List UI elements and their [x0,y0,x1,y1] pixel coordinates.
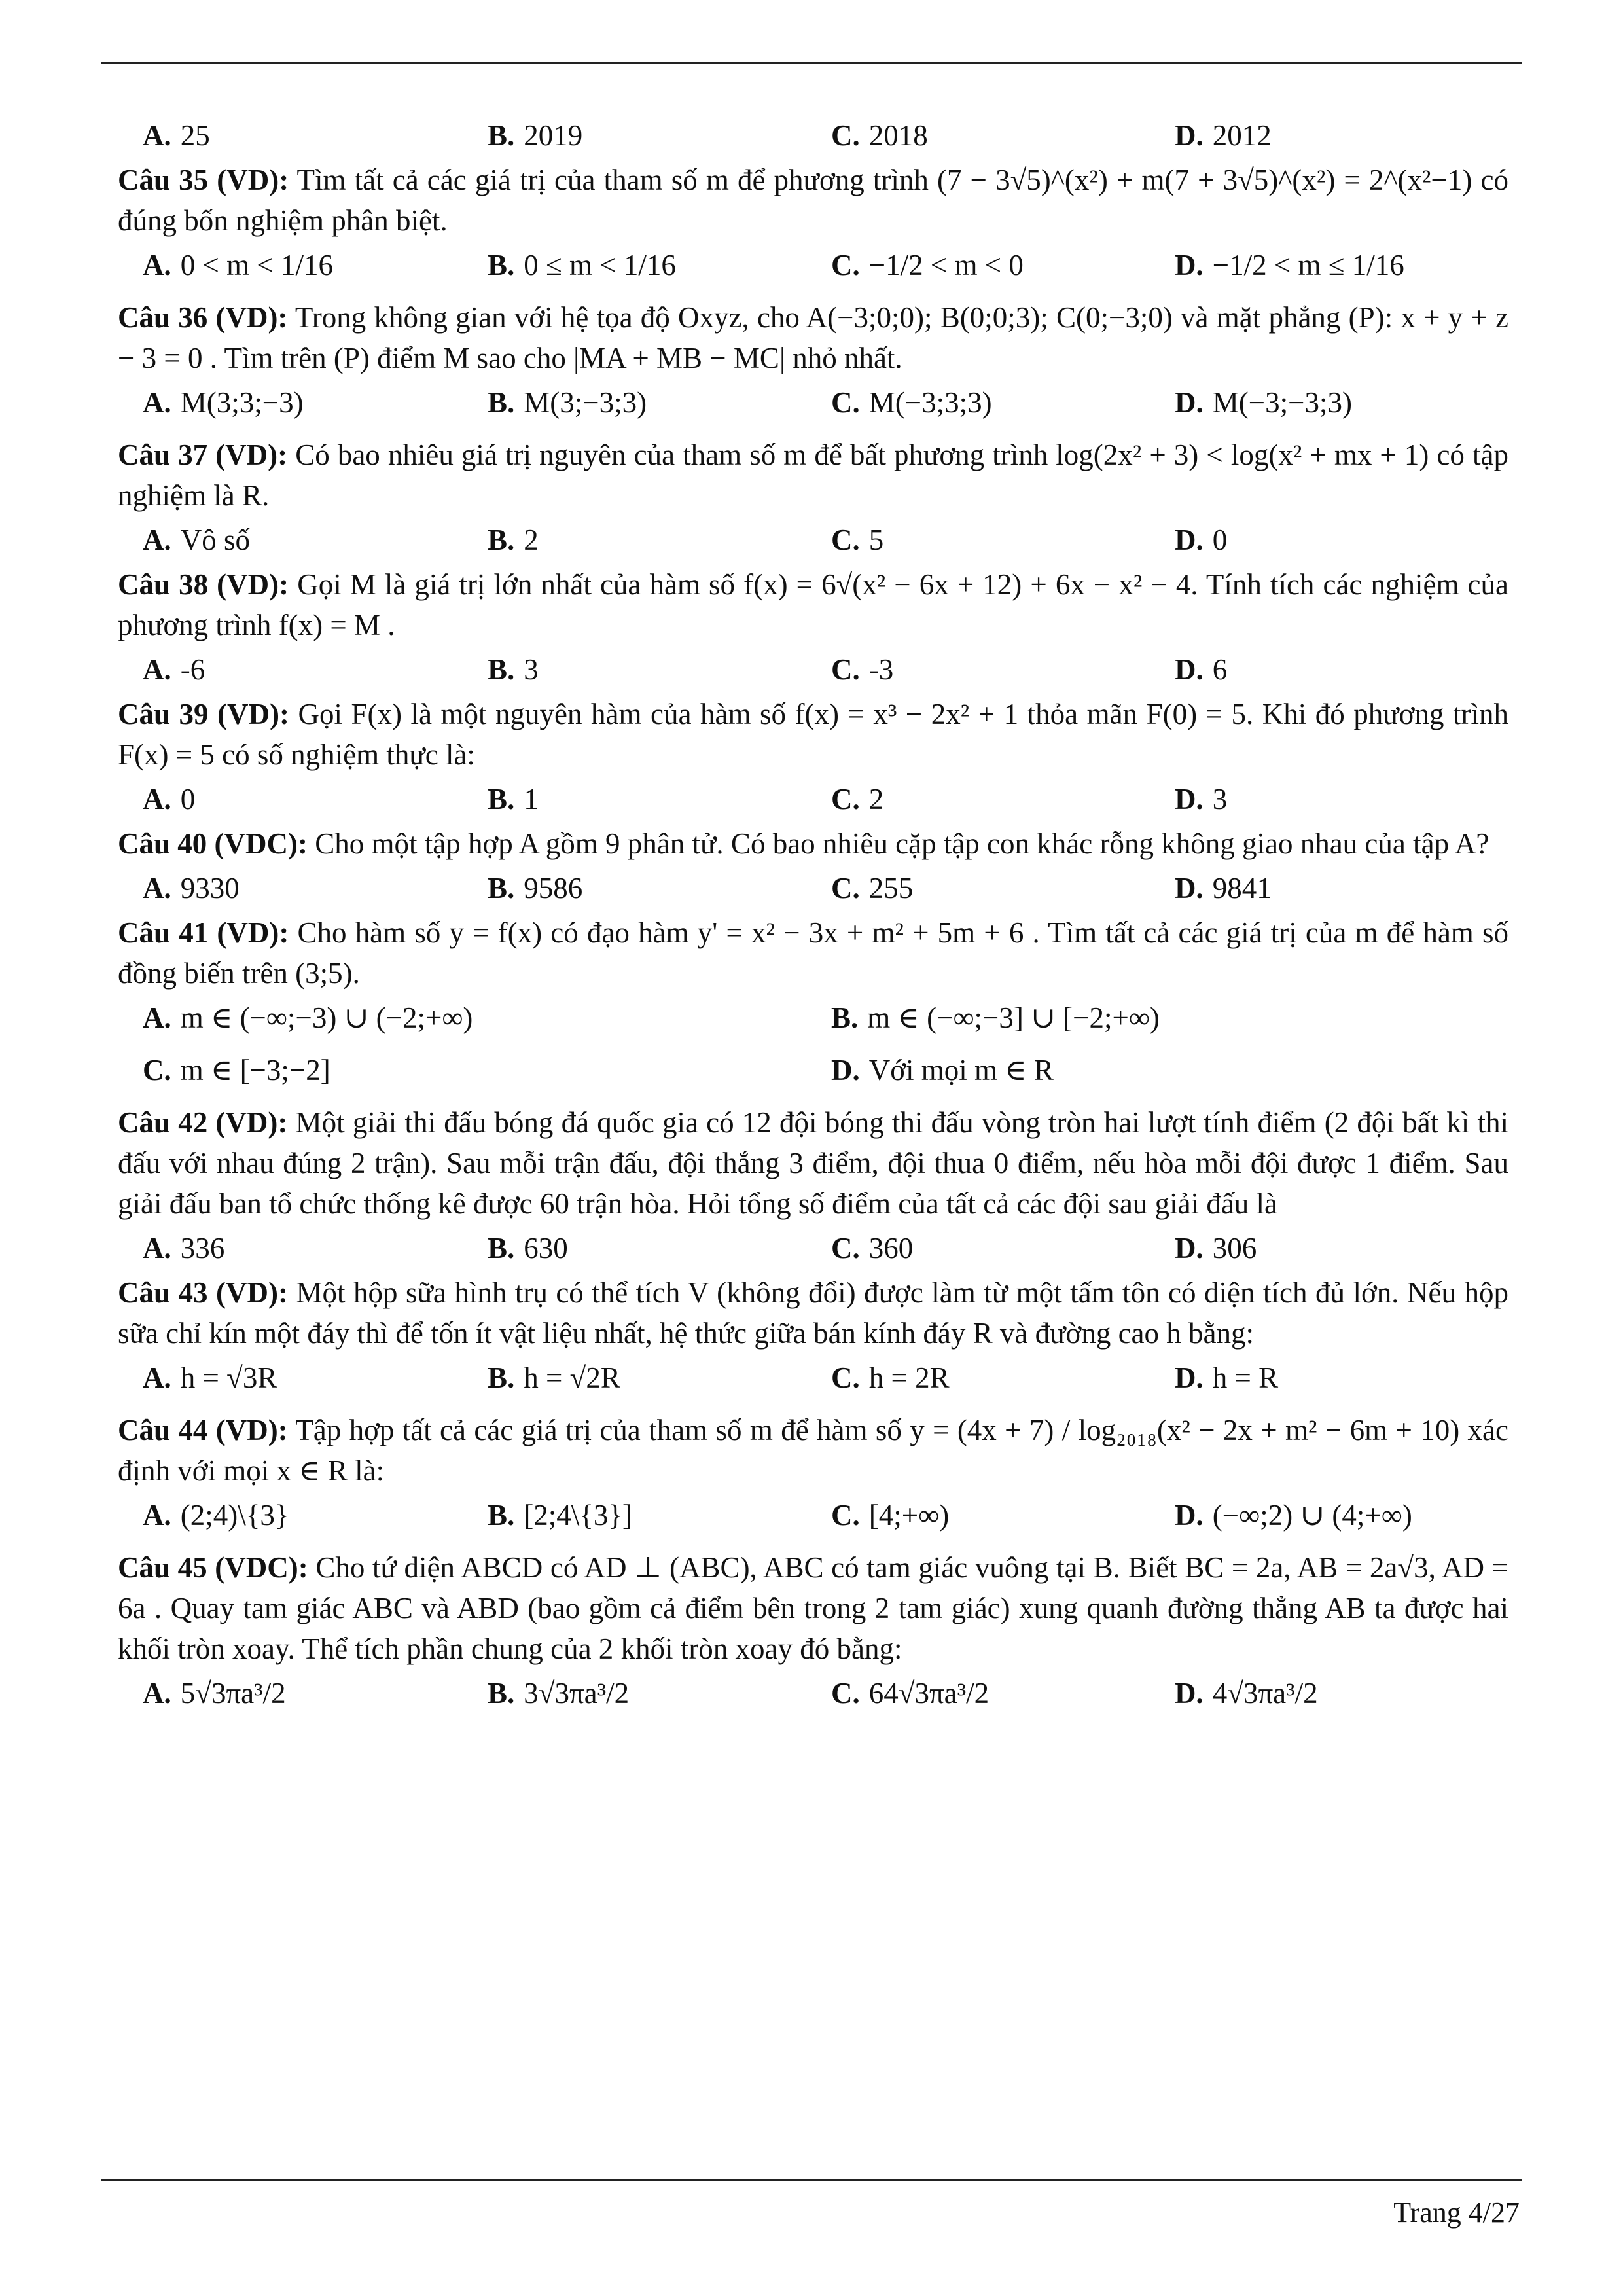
q37-option-d: D. 0 [1175,524,1228,556]
question-37 [118,435,1508,560]
q44-option-d: D. (−∞;2) ∪ (4;+∞) [1175,1499,1412,1532]
q38-option-b: B. 3 [488,653,539,686]
q34-option-b: B. 2019 [488,119,583,152]
q37-option-b: B. 2 [488,524,539,556]
question-43 [118,1272,1508,1406]
q35-option-d: D. −1/2 < m ≤ 1/16 [1175,249,1404,281]
q39-option-b: B. 1 [488,783,539,816]
q42-text: Một giải thi đấu bóng đá quốc gia có 12 đội bóng thi đấu vòng tròn hai lượt tính điểm (2 đội bất kì thi đấu với nhau đúng 2 trận). Sau mỗi trận đấu, đội thắng 3 điểm, đội thua 0 điểm, nếu hòa mỗi đội được 1 điểm. Sau giải đấu ban tổ chức thống kê được 60 trận hòa. Hỏi tổng số điểm của tất cả các đội sau giải đấu là [118,1106,1508,1220]
q37-options [118,520,1508,560]
footer-rule [101,2179,1522,2181]
q35-option-c: C. −1/2 < m < 0 [831,249,1024,281]
q43-option-c: C. h = 2R [831,1361,950,1394]
q35-option-a: A. 0 < m < 1/16 [143,249,334,281]
q36-option-a: A. M(3;3;−3) [143,386,304,419]
q42-options [118,1228,1508,1268]
q43-options [118,1357,1508,1406]
q39-options [118,779,1508,819]
q40-option-b: B. 9586 [488,872,583,905]
q44-text: Tập hợp tất cả các giá trị của tham số m để hàm số y = (4x + 7) / log₂₀₁₈(x² − 2x + m² − 6m + 10) xác định với mọi x ∈ R là: [118,1414,1508,1487]
q45-option-a: A. 5√3πa³/2 [143,1677,286,1710]
question-45 [118,1547,1508,1721]
q41-option-c: C. m ∈ [−3;−2] [143,1054,330,1086]
q44-option-a: A. (2;4)\{3} [143,1499,289,1532]
question-list [118,111,1508,1725]
q38-option-d: D. 6 [1175,653,1228,686]
q41-option-b: B. m ∈ (−∞;−3] ∪ [−2;+∞) [831,1001,1160,1034]
q43-option-b: B. h = √2R [488,1361,620,1394]
q44-options [118,1495,1508,1543]
q37-option-c: C. 5 [831,524,884,556]
q36-label: Câu 36 (VD): [118,301,288,334]
q34-option-a: A. 25 [143,119,210,152]
q39-option-a: A. 0 [143,783,196,816]
q44-option-b: B. [2;4\{3}] [488,1499,632,1532]
q41-option-d: D. Với mọi m ∈ R [831,1054,1054,1086]
question-42 [118,1102,1508,1268]
q35-label: Câu 35 (VD): [118,164,289,196]
q38-text: Gọi M là giá trị lớn nhất của hàm số f(x) = 6√(x² − 6x + 12) + 6x − x² − 4. Tính tích các nghiệm của phương trình f(x) = M . [118,568,1508,641]
q42-label: Câu 42 (VD): [118,1106,288,1139]
q39-text: Gọi F(x) là một nguyên hàm của hàm số f(x) = x³ − 2x² + 1 thỏa mãn F(0) = 5. Khi đó phương trình F(x) = 5 có số nghiệm thực là: [118,698,1508,771]
q40-option-d: D. 9841 [1175,872,1272,905]
q38-option-a: A. -6 [143,653,205,686]
q37-text: Có bao nhiêu giá trị nguyên của tham số m để bất phương trình log(2x² + 3) < log(x² + mx + 1) có tập nghiệm là R. [118,439,1508,512]
q41-text: Cho hàm số y = f(x) có đạo hàm y' = x² − 3x + m² + 5m + 6 . Tìm tất cả các giá trị của m để hàm số đồng biến trên (3;5). [118,916,1508,990]
q41-options-row1 [118,997,1508,1046]
q43-option-a: A. h = √3R [143,1361,277,1394]
q45-text: Cho tứ diện ABCD có AD ⊥ (ABC), ABC có tam giác vuông tại B. Biết BC = 2a, AB = 2a√3, AD = 6a . Quay tam giác ABC và ABD (bao gồm cả điểm bên trong 2 tam giác) xung quanh đường thẳng AB ta được hai khối tròn xoay. Thể tích phần chung của 2 khối tròn xoay đó bằng: [118,1551,1508,1665]
q45-option-b: B. 3√3πa³/2 [488,1677,630,1710]
q36-option-c: C. M(−3;3;3) [831,386,992,419]
header-rule [101,62,1522,64]
q36-option-b: B. M(3;−3;3) [488,386,647,419]
q42-option-a: A. 336 [143,1232,225,1265]
question-39 [118,694,1508,819]
question-38 [118,564,1508,690]
q40-options [118,868,1508,908]
q39-option-c: C. 2 [831,783,884,816]
q36-option-d: D. M(−3;−3;3) [1175,386,1352,419]
q35-text: Tìm tất cả các giá trị của tham số m để phương trình (7 − 3√5)^(x²) + m(7 + 3√5)^(x²) = 2^(x²−1) có đúng bốn nghiệm phân biệt. [118,164,1508,237]
q39-option-d: D. 3 [1175,783,1228,816]
q35-options [118,245,1508,293]
question-35 [118,160,1508,293]
q36-text: Trong không gian với hệ tọa độ Oxyz, cho A(−3;0;0); B(0;0;3); C(0;−3;0) và mặt phẳng (P): x + y + z − 3 = 0 . Tìm trên (P) điểm M sao cho |MA + MB − MC| nhỏ nhất. [118,301,1508,374]
q45-option-d: D. 4√3πa³/2 [1175,1677,1318,1710]
q38-option-c: C. -3 [831,653,894,686]
q35-option-b: B. 0 ≤ m < 1/16 [488,249,676,281]
question-40 [118,823,1508,908]
q44-label: Câu 44 (VD): [118,1414,288,1446]
question-44 [118,1410,1508,1543]
q38-label: Câu 38 (VD): [118,568,289,601]
q34-options [118,115,1508,156]
question-41 [118,912,1508,1098]
q34-option-c: C. 2018 [831,119,928,152]
q44-option-c: C. [4;+∞) [831,1499,950,1532]
q45-label: Câu 45 (VDC): [118,1551,308,1584]
q37-label: Câu 37 (VD): [118,439,288,471]
q43-option-d: D. h = R [1175,1361,1279,1394]
q38-options [118,649,1508,690]
q34-option-d: D. 2012 [1175,119,1272,152]
q42-option-c: C. 360 [831,1232,914,1265]
q43-text: Một hộp sữa hình trụ có thể tích V (không đổi) được làm từ một tấm tôn có diện tích đủ lớn. Nếu hộp sữa chỉ kín một đáy thì để tốn ít vật liệu nhất, hệ thức giữa bán kính đáy R và đường cao h bằng: [118,1276,1508,1350]
question-36 [118,297,1508,431]
q40-text: Cho một tập hợp A gồm 9 phân tử. Có bao nhiêu cặp tập con khác rỗng không giao nhau của tập A? [307,827,1489,860]
q42-option-d: D. 306 [1175,1232,1257,1265]
q37-option-a: A. Vô số [143,524,251,556]
page-number: Trang 4/27 [1393,2197,1520,2229]
q45-option-c: C. 64√3πa³/2 [831,1677,990,1710]
q42-option-b: B. 630 [488,1232,568,1265]
q40-option-c: C. 255 [831,872,914,905]
q41-label: Câu 41 (VD): [118,916,289,949]
q36-options [118,382,1508,431]
q39-label: Câu 39 (VD): [118,698,289,730]
q40-option-a: A. 9330 [143,872,240,905]
q41-option-a: A. m ∈ (−∞;−3) ∪ (−2;+∞) [143,1001,473,1034]
q40-label: Câu 40 (VDC): [118,827,308,860]
q41-options-row2 [118,1050,1508,1098]
q45-options [118,1673,1508,1721]
q43-label: Câu 43 (VD): [118,1276,288,1309]
